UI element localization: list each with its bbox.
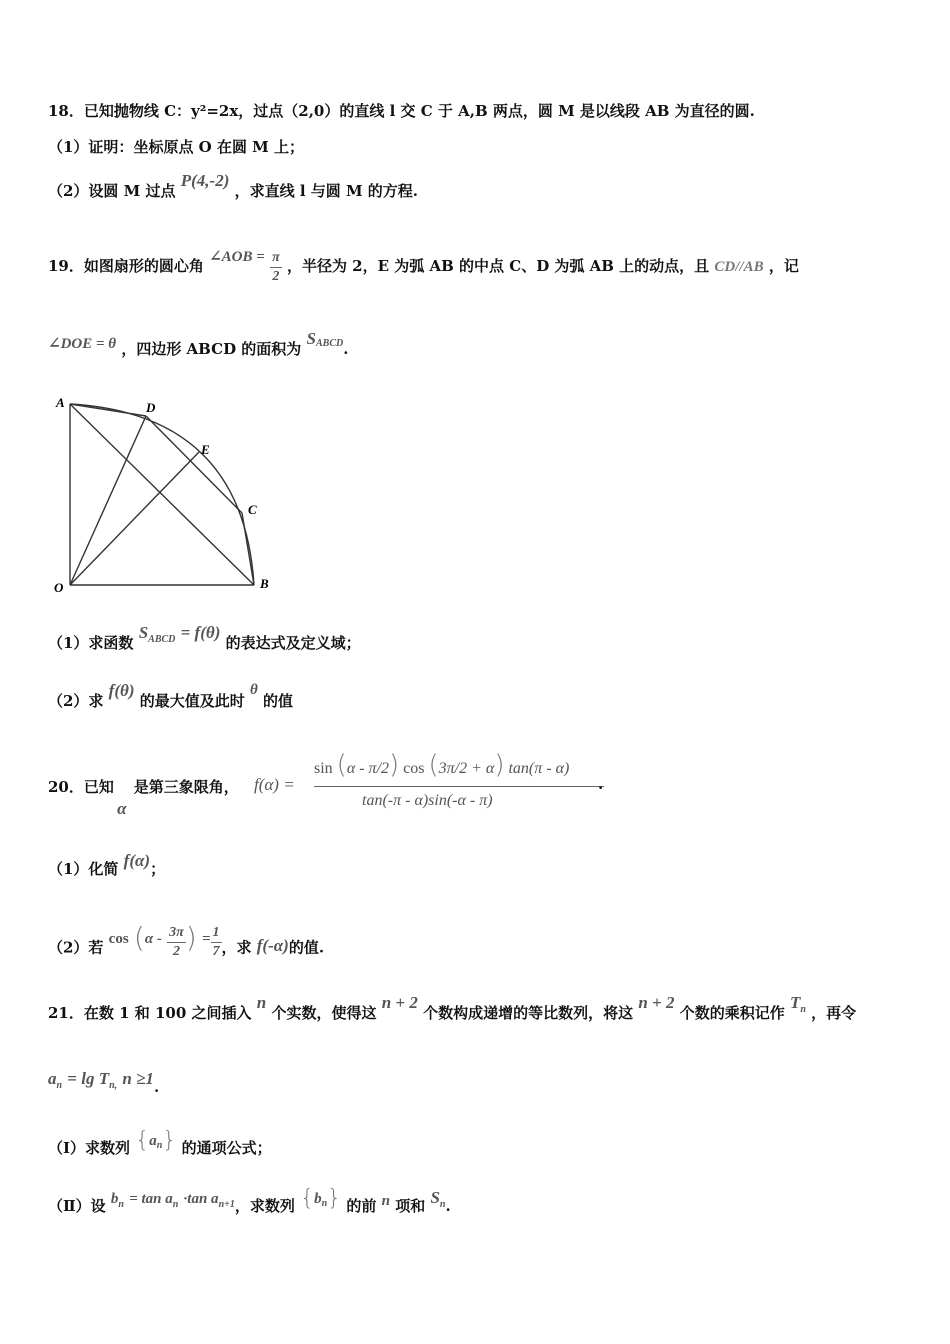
label-a: A xyxy=(56,395,65,410)
q21-stem-line2: $a^n = \lg T^{n,}$ n ≥1. xyxy=(48,1069,160,1096)
q18-stem: 18．已知抛物线 C：y²=2x，过点（2,0）的直线 l 交 C 于 A,B 两点，圆 M 是以线段 AB 为直径的圆. xyxy=(48,102,755,120)
q20-stem: 20．已知 α 是第三象限角， xyxy=(48,778,239,818)
q20-part1: （1）化简 f(α)； xyxy=(48,851,166,878)
label-e: E xyxy=(201,442,210,457)
q19-stem: 19．如图扇形的圆心角 ∠AOB = $\frac{\pi}{2}$ ，半径为 2，E 为弧 AB 的中点 C、D 为弧 AB 上的动点，且 CD//AB ，记 xyxy=(48,249,799,284)
q21-stem: 21．在数 1 和 100 之间插入 n 个实数，使得这 n + 2 个数构成递增的等比数列，将这 n + 2 个数的乘积记作 $T^n$ ，再令 xyxy=(48,993,857,1022)
pi-over-2: $\frac{\pi}{2}$ xyxy=(272,249,280,284)
label-b: B xyxy=(260,576,269,591)
segment-dc xyxy=(146,416,242,513)
sector-figure xyxy=(48,392,288,602)
q20-part2: （2）若 cos (α - $\frac{3\pi}{2}$ ) = $\frac{1}{7}$ ，求 f(-α)的值. xyxy=(48,920,325,959)
segment-oe xyxy=(70,452,199,585)
label-d: D xyxy=(146,400,156,415)
q18-part1: （1）证明：坐标原点 O 在圆 M 上； xyxy=(48,138,304,156)
q21-part1: （Ⅰ）求数列 $\{a^n\}$ 的通项公式； xyxy=(48,1128,272,1157)
q19-part1: （1）求函数 $S^{ABCD} = f(\theta)$ 的表达式及定义域； xyxy=(48,623,361,652)
q19-part2: （2）求 f(θ) 的最大值及此时 θ 的值 xyxy=(48,681,294,710)
label-c: C xyxy=(248,502,257,517)
segment-ad xyxy=(70,404,146,416)
q21-part2: （Ⅱ）设 $b^n = \tan a^n \cdot\tan$ $a^{n+1}$，求数列 $\{b^n\}$ 的前 n 项和 $S^n$. xyxy=(48,1186,451,1215)
chord-ab xyxy=(70,404,254,585)
q20-numerator: sin (α - π/2) cos (3π/2 + α) tan(π - α) xyxy=(314,750,570,780)
q18-part2: （2）设圆 M 过点 P(4,-2) ，求直线 l 与圆 M 的方程. xyxy=(48,171,419,200)
q20-denominator: tan(-π - α)sin(-α - π) xyxy=(362,792,493,809)
label-o: O xyxy=(54,580,64,595)
q19-stem-line2: ∠DOE = θ ，四边形 ABCD 的面积为 $S^{ABCD}$. xyxy=(48,329,349,358)
point-p: P(4,-2) xyxy=(180,171,230,190)
